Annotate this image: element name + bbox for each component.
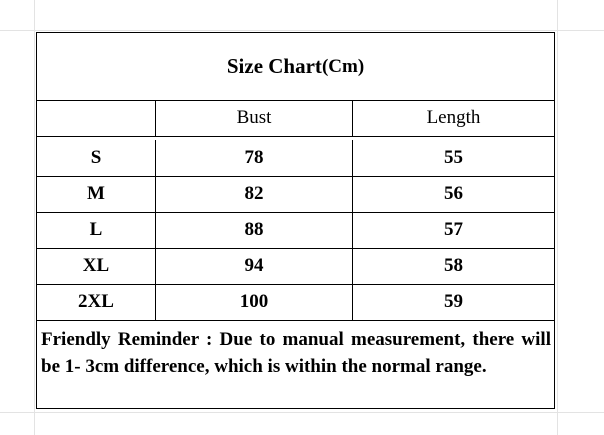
friendly-reminder-note: Friendly Reminder : Due to manual measurement, there will be 1- 3cm difference, which is within the normal range. [41,329,551,377]
grid-line [0,412,604,413]
chart-title-text: Size Chart [226,54,322,78]
size-cell: S [37,140,156,176]
bust-cell: 100 [156,284,353,320]
grid-line [0,30,604,31]
table-row [37,212,554,249]
size-cell: XL [37,248,156,284]
size-cell: 2XL [37,284,156,320]
size-chart [36,32,555,409]
size-cell: M [37,176,156,212]
bust-cell: 78 [156,140,353,176]
chart-title-unit: (Cm) [321,55,365,77]
table-row [37,140,554,177]
table-header-row [37,100,554,137]
table-row [37,284,554,321]
header-bust: Bust [156,100,353,136]
bust-cell: 82 [156,176,353,212]
length-cell: 58 [444,255,463,276]
length-cell: 56 [444,183,463,204]
length-cell: 57 [444,219,463,240]
chart-title [37,33,554,101]
table-row [37,176,554,213]
header-length: Length [426,107,481,128]
grid-line [34,0,35,435]
table-row [37,248,554,285]
grid-line [557,0,558,435]
header-size [37,100,156,136]
bust-cell: 88 [156,212,353,248]
length-cell: 59 [444,291,463,312]
size-cell: L [37,212,156,248]
bust-cell: 94 [156,248,353,284]
length-cell: 55 [444,147,463,168]
